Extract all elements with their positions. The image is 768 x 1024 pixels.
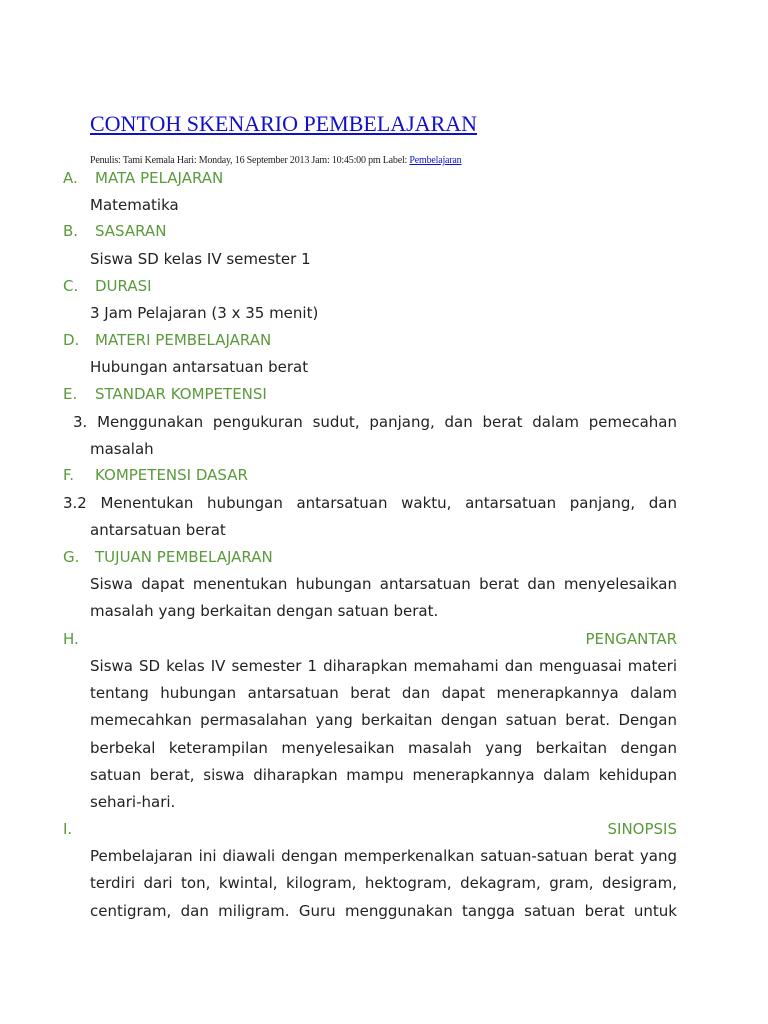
section-body-f-line: antarsatuan berat: [90, 521, 226, 539]
section-body-b: Siswa SD kelas IV semester 1: [90, 250, 311, 268]
section-body-i-line: terdiri dari ton, kwintal, kilogram, hektogram, dekagram, gram, desigram,: [90, 874, 677, 892]
page-title: CONTOH SKENARIO PEMBELAJARAN: [90, 111, 478, 136]
section-body-h-line: satuan berat, siswa diharapkan mampu menerapkannya dalam kehidupan: [90, 766, 677, 784]
section-letter: D.: [63, 331, 80, 349]
section-letter: B.: [63, 222, 79, 240]
section-body-h-line: sehari-hari.: [90, 793, 176, 811]
section-body-g-line: masalah yang berkaitan dengan satuan berat.: [90, 602, 439, 620]
post-meta: [90, 155, 461, 166]
section-body-h-line: tentang hubungan antarsatuan berat dan dapat menerapkannya dalam: [90, 684, 677, 702]
section-heading-h: [0, 630, 768, 650]
section-letter: F.: [63, 466, 74, 484]
section-body-i-line: centigram, dan miligram. Guru menggunakan tangga satuan berat untuk: [90, 902, 677, 920]
section-body-h-line: Siswa SD kelas IV semester 1 diharapkan memahami dan menguasai materi: [90, 657, 677, 675]
section-body-a: Matematika: [90, 196, 179, 214]
section-heading-i: [0, 820, 768, 840]
section-title: STANDAR KOMPETENSI: [95, 385, 267, 403]
section-body-h-line: berbekal keterampilan menyelesaikan masalah yang berkaitan dengan: [90, 739, 677, 757]
section-body-f-line: 3.2 Menentukan hubungan antarsatuan waktu, antarsatuan panjang, dan: [63, 494, 677, 512]
label-link[interactable]: Pembelajaran: [409, 155, 462, 166]
section-letter: E.: [63, 385, 78, 403]
section-title: DURASI: [95, 277, 152, 295]
section-title: PENGANTAR: [585, 630, 677, 648]
section-letter: C.: [63, 277, 79, 295]
section-title: MATERI PEMBELAJARAN: [95, 331, 272, 349]
section-body-e-line: 3. Menggunakan pengukuran sudut, panjang, dan berat dalam pemecahan: [73, 413, 677, 431]
section-title: SINOPSIS: [607, 820, 677, 838]
section-body-c: 3 Jam Pelajaran (3 x 35 menit): [90, 304, 319, 322]
section-body-d: Hubungan antarsatuan berat: [90, 358, 309, 376]
section-letter: H.: [63, 630, 79, 648]
section-letter: I.: [63, 820, 73, 838]
section-title: TUJUAN PEMBELAJARAN: [95, 548, 273, 566]
section-body-i-line: Pembelajaran ini diawali dengan memperkenalkan satuan-satuan berat yang: [90, 847, 677, 865]
section-body-h-line: memecahkan permasalahan yang berkaitan dengan satuan berat. Dengan: [90, 711, 677, 729]
post-meta-text: Penulis: Tami Kemala Hari: Monday, 16 September 2013 Jam: 10:45:00 pm Label:: [90, 155, 410, 166]
section-letter: G.: [63, 548, 80, 566]
section-body-e-line: masalah: [90, 440, 154, 458]
section-title: SASARAN: [95, 222, 167, 240]
section-body-g-line: Siswa dapat menentukan hubungan antarsatuan berat dan menyelesaikan: [90, 575, 677, 593]
section-letter: A.: [63, 169, 78, 187]
section-title: MATA PELAJARAN: [95, 169, 224, 187]
section-title: KOMPETENSI DASAR: [95, 466, 248, 484]
